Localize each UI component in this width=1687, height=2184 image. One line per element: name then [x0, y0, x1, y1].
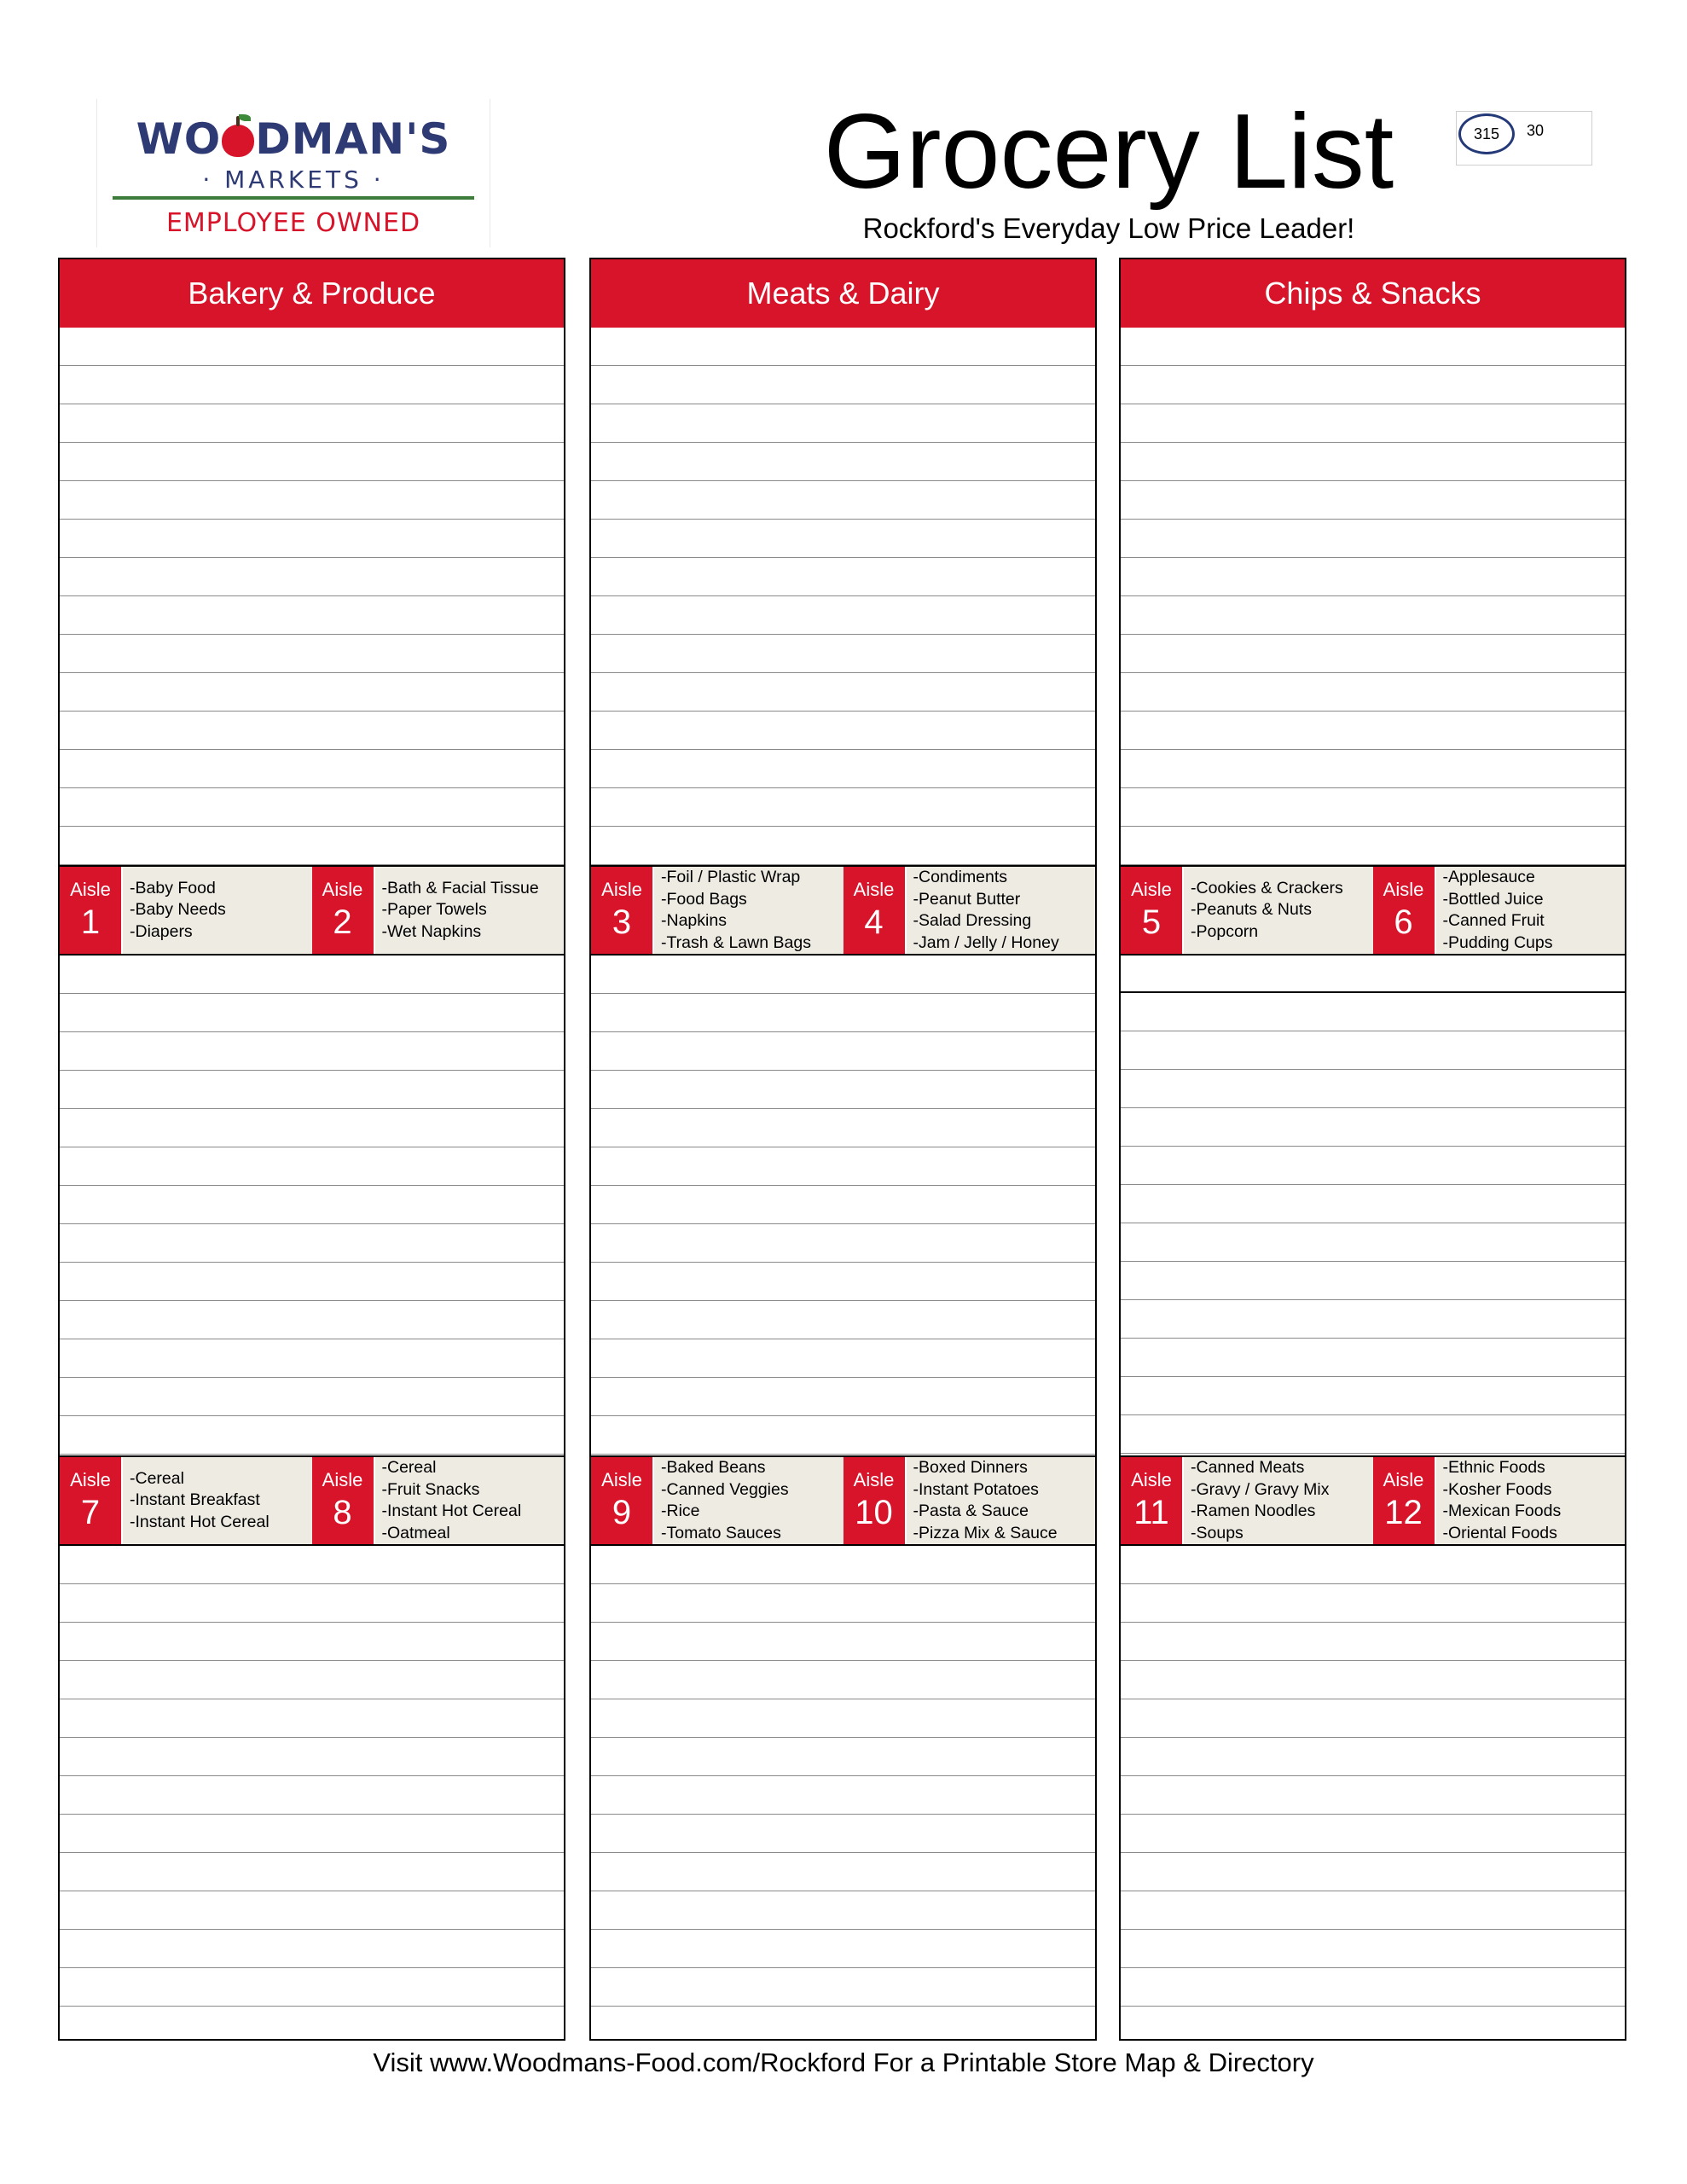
aisle-badge	[1121, 1457, 1184, 1544]
write-in-lines[interactable]	[591, 328, 1095, 865]
aisle-item: -Cookies & Crackers	[1191, 878, 1343, 897]
aisle-items	[1436, 867, 1626, 954]
aisle-label: Aisle	[601, 1469, 642, 1490]
aisle-item: -Pudding Cups	[1442, 932, 1553, 952]
aisle-item: -Canned Meats	[1191, 1458, 1305, 1477]
aisle-item: -Instant Hot Cereal	[130, 1512, 270, 1531]
logo-wordmark	[97, 114, 490, 164]
aisle-items	[654, 1457, 844, 1544]
aisle-items	[375, 867, 565, 954]
aisle-item: -Canned Fruit	[1442, 911, 1545, 930]
logo-wordmark-end: DMAN'S	[255, 114, 451, 164]
aisle-label: Aisle	[601, 879, 642, 900]
write-in-lines[interactable]	[1121, 1546, 1625, 2039]
aisle-label: Aisle	[1383, 879, 1424, 900]
aisle-item: -Boxed Dinners	[913, 1458, 1028, 1477]
aisle-row	[1121, 1455, 1625, 1546]
aisle-item: -Jam / Jelly / Honey	[913, 932, 1059, 952]
column-bakery-produce	[58, 258, 565, 2041]
aisle-badge	[591, 1457, 654, 1544]
aisle-item: -Wet Napkins	[381, 921, 482, 941]
aisle-block	[844, 1457, 1096, 1544]
aisle-badge	[1373, 867, 1436, 954]
aisle-items	[123, 867, 312, 954]
aisle-label: Aisle	[1131, 879, 1172, 900]
aisle-badge	[844, 867, 907, 954]
aisle-number: 11	[1133, 1494, 1169, 1531]
aisle-item: -Canned Veggies	[661, 1479, 789, 1499]
aisle-item: -Instant Hot Cereal	[381, 1502, 522, 1520]
logo-markets-text: · MARKETS ·	[202, 166, 385, 194]
aisle-block	[1373, 1457, 1626, 1544]
aisle-item: -Baked Beans	[661, 1458, 766, 1477]
aisle-item: -Foil / Plastic Wrap	[661, 868, 801, 886]
aisle-items	[907, 1457, 1096, 1544]
logo-wordmark-start: WO	[136, 114, 222, 164]
aisle-badge	[312, 867, 375, 954]
aisle-number: 7	[80, 1494, 101, 1531]
aisle-item: -Popcorn	[1191, 921, 1259, 941]
column-header: Meats & Dairy	[591, 259, 1095, 328]
aisle-block	[1121, 1457, 1373, 1544]
aisle-row	[1121, 865, 1625, 956]
column-chips-snacks	[1119, 258, 1626, 2041]
aisle-badge	[60, 867, 123, 954]
aisle-item: -Applesauce	[1442, 868, 1535, 886]
logo-divider	[113, 196, 474, 200]
aisle-item: -Bath & Facial Tissue	[381, 878, 539, 897]
aisle-row	[60, 1455, 564, 1546]
aisle-label: Aisle	[322, 1469, 363, 1490]
aisle-items	[1184, 1457, 1373, 1544]
write-in-lines[interactable]	[1121, 328, 1625, 865]
aisle-row	[60, 865, 564, 956]
aisle-item: -Baby Food	[130, 878, 216, 897]
aisle-row	[591, 865, 1095, 956]
aisle-item: -Oriental Foods	[1442, 1523, 1557, 1542]
aisle-badge	[844, 1457, 907, 1544]
aisle-number: 3	[612, 903, 632, 941]
write-in-lines[interactable]	[1121, 993, 1625, 1455]
write-in-lines[interactable]	[591, 1546, 1095, 2039]
store-code-box	[1456, 111, 1592, 166]
aisle-block	[312, 1457, 565, 1544]
aisle-item: -Pasta & Sauce	[913, 1502, 1029, 1520]
write-in-lines[interactable]	[60, 1546, 564, 2039]
aisle-item: -Trash & Lawn Bags	[661, 932, 811, 952]
aisle-block	[1373, 867, 1626, 954]
aisle-number: 6	[1394, 903, 1413, 941]
aisle-item: -Pizza Mix & Sauce	[913, 1523, 1058, 1542]
apple-icon	[222, 125, 254, 157]
aisle-item: -Ramen Noodles	[1191, 1502, 1316, 1520]
aisle-number: 5	[1141, 903, 1162, 941]
aisle-item: -Fruit Snacks	[381, 1479, 480, 1499]
aisle-row	[591, 1455, 1095, 1546]
aisle-item: -Kosher Foods	[1442, 1479, 1552, 1499]
aisle-item: -Cereal	[130, 1468, 184, 1488]
woodmans-logo	[96, 99, 490, 247]
aisle-item: -Tomato Sauces	[661, 1523, 781, 1542]
aisle-item: -Mexican Foods	[1442, 1502, 1562, 1520]
aisle-item: -Instant Breakfast	[130, 1490, 260, 1510]
store-code-circled: 315	[1458, 113, 1515, 154]
aisle-item: -Napkins	[661, 911, 727, 930]
aisle-item: -Food Bags	[661, 889, 747, 909]
aisle-block	[60, 1457, 312, 1544]
aisle-block	[591, 1457, 844, 1544]
aisle-badge	[312, 1457, 375, 1544]
aisle-label: Aisle	[1131, 1469, 1172, 1490]
aisle-item: -Peanuts & Nuts	[1191, 900, 1312, 920]
aisle-label: Aisle	[322, 879, 363, 900]
aisle-item: -Paper Towels	[381, 900, 487, 920]
aisle-block	[844, 867, 1096, 954]
footer-note: Visit www.Woodmans-Food.com/Rockford For a Printable Store Map & Directory	[373, 2048, 1314, 2077]
aisle-item: -Rice	[661, 1502, 700, 1520]
aisle-items	[907, 867, 1096, 954]
aisle-item: -Instant Potatoes	[913, 1479, 1039, 1499]
aisle-block	[1121, 867, 1373, 954]
aisle-label: Aisle	[70, 879, 111, 900]
aisle-number: 4	[864, 903, 884, 941]
aisle-item: -Bottled Juice	[1442, 889, 1544, 909]
aisle-label: Aisle	[70, 1469, 111, 1490]
aisle-items	[654, 867, 844, 954]
aisle-item: -Soups	[1191, 1523, 1244, 1542]
aisle-label: Aisle	[853, 879, 895, 900]
aisle-number: 12	[1384, 1494, 1423, 1531]
aisle-item: -Baby Needs	[130, 900, 226, 920]
aisle-number: 10	[855, 1494, 893, 1531]
aisle-block	[60, 867, 312, 954]
aisle-number: 8	[333, 1494, 352, 1531]
aisle-badge	[591, 867, 654, 954]
column-meats-dairy	[589, 258, 1097, 2041]
column-header: Bakery & Produce	[60, 259, 564, 328]
aisle-items	[375, 1457, 565, 1544]
column-header: Chips & Snacks	[1121, 259, 1625, 328]
store-code-number: 30	[1527, 122, 1545, 139]
aisle-item: -Condiments	[913, 868, 1008, 886]
aisle-block	[591, 867, 844, 954]
aisle-label: Aisle	[1383, 1469, 1424, 1490]
write-in-lines[interactable]	[60, 328, 564, 865]
aisle-item: -Cereal	[381, 1458, 437, 1477]
page-subtitle: Rockford's Everyday Low Price Leader!	[862, 212, 1355, 244]
aisle-items	[1184, 867, 1373, 954]
aisle-badge	[1121, 867, 1184, 954]
aisle-items	[1436, 1457, 1626, 1544]
write-in-lines[interactable]	[60, 956, 564, 1455]
aisle-block	[312, 867, 565, 954]
aisle-item: -Gravy / Gravy Mix	[1191, 1479, 1330, 1499]
aisle-item: -Diapers	[130, 921, 193, 941]
aisle-badge	[1373, 1457, 1436, 1544]
aisle-item: -Oatmeal	[381, 1523, 450, 1542]
logo-tagline: EMPLOYEE OWNED	[165, 208, 421, 238]
aisle-number: 2	[333, 903, 352, 941]
aisle-badge	[60, 1457, 123, 1544]
aisle-item: -Ethnic Foods	[1442, 1458, 1545, 1477]
aisle-items	[123, 1457, 312, 1544]
aisle-number: 9	[612, 1494, 632, 1531]
aisle-label: Aisle	[853, 1469, 895, 1490]
write-in-lines[interactable]	[591, 956, 1095, 1455]
aisle-number: 1	[80, 903, 101, 941]
aisle-item: -Peanut Butter	[913, 889, 1021, 909]
aisle-item: -Salad Dressing	[913, 911, 1032, 930]
page-title: Grocery List	[823, 93, 1394, 211]
